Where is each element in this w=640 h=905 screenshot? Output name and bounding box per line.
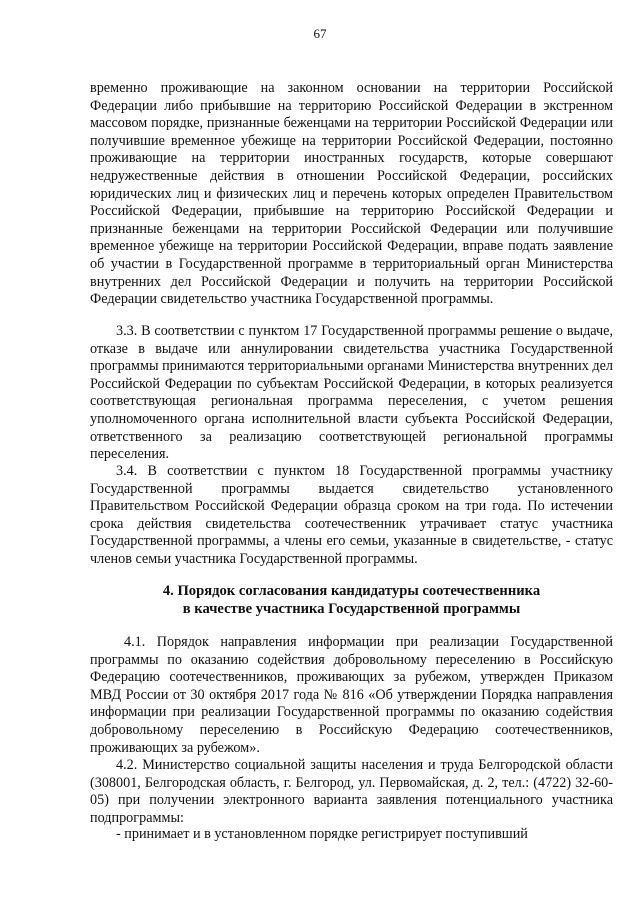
- section-heading: [90, 582, 613, 618]
- page-number: 67: [313, 26, 327, 41]
- list-item: - принимает и в установленном порядке регистрирует поступивший: [116, 826, 528, 842]
- paragraph-continuation: временно проживающие на законном основании на территории Российской Федерации либо прибывшие на территорию Российской Федерации в экстренном массовом порядке, признанные беженцами на территории Российской Федерации или получившие временное убежище на территории Российской Федерации, постоянно проживающие на территории иностранных государств, которые совершают недружественные действия в отношении Российской Федерации, российских юридических лиц и физических лиц и перечень которых определен Правительством Российской Федерации, прибывшие на территорию Российской Федерации и признанные беженцами на территории Российской Федерации или получившие временное убежище на территории Российской Федерации, вправе подать заявление об участии в Государственной программе в территориальный орган Министерства внутренних дел Российской Федерации и получить на территории Российской Федерации свидетельство участника Государственной программы.: [90, 80, 613, 308]
- paragraph-3-4: 3.4. В соответствии с пунктом 18 Государственной программы участнику Государственной программы выдается свидетельство установленного Правительством Российской Федерации образца сроком на три года. По истечении срока действия свидетельства соотечественник утрачивает статус участника Государственной программы, а члены его семьи, указанные в свидетельстве, - статус членов семьи участника Государственной программы.: [90, 463, 613, 567]
- paragraph-3-3: 3.3. В соответствии с пунктом 17 Государственной программы решение о выдаче, отказе в выдаче или аннулировании свидетельства участника Государственной программы принимаются территориальными органами Министерства внутренних дел Российской Федерации по субъектам Российской Федерации, в которых реализуется соответствующая региональная программа переселения, с учетом решения уполномоченного органа исполнительной власти субъекта Российской Федерации, ответственного за реализацию соответствующей региональной программы переселения.: [90, 323, 613, 463]
- paragraph-4-2: 4.2. Министерство социальной защиты населения и труда Белгородской области (308001, Белгородская область, г. Белгород, ул. Первомайская, д. 2, тел.: (4722) 32-60-05) при получении электронного варианта заявления потенциального участника подпрограммы:: [90, 757, 613, 826]
- section-heading-line-2: в качестве участника Государственной программы: [182, 601, 521, 617]
- paragraph-4-1: 4.1. Порядок направления информации при реализации Государственной программы по оказанию содействия добровольному переселению в Российскую Федерацию соотечественников, проживающих за рубежом, утвержден Приказом МВД России от 30 октября 2017 года № 816 «Об утверждении Порядка направления информации при реализации Государственной программы по оказанию содействия добровольному переселению в Российскую Федерацию соотечественников, проживающих за рубежом».: [90, 634, 613, 756]
- section-heading-line-1: 4. Порядок согласования кандидатуры соотечественника: [162, 583, 541, 599]
